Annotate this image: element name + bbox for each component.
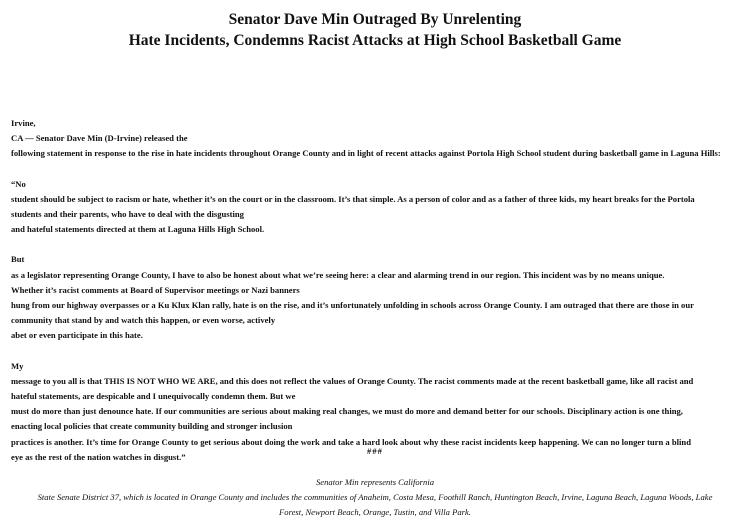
paragraph-2-line: community that stand by and watch this happen, or even worse, actively — [11, 315, 276, 326]
paragraph-3-line: message to you all is that THIS IS NOT WHO WE ARE, and this does not reflect the values of Orange County. The racist comments made at the recent basketball game, like all racist and — [11, 375, 694, 386]
paragraph-3-start: My — [11, 360, 24, 371]
paragraph-1-line: students and their parents, who have to deal with the disgusting — [11, 209, 244, 220]
paragraph-3-line: enacting local policies that create community building and stronger inclusion — [11, 421, 293, 432]
title-line-2: Hate Incidents, Condemns Racist Attacks at High School Basketball Game — [128, 32, 622, 49]
paragraph-3-line: hateful statements, are despicable and I unequivocally condemn them. But we — [11, 391, 296, 402]
dateline-line: CA — Senator Dave Min (D-Irvine) released the — [11, 133, 188, 144]
boilerplate-footer — [8, 475, 742, 520]
title-line-1: Senator Dave Min Outraged By Unrelenting — [228, 11, 522, 28]
paragraph-2-line: abet or even participate in this hate. — [11, 330, 143, 341]
paragraph-1-line: student should be subject to racism or hate, whether it’s on the court or in the classroom. It’s that simple. As a person of color and as a father of three kids, my heart breaks for the Portola — [11, 193, 695, 204]
paragraph-1-line: and hateful statements directed at them at Laguna Hills High School. — [11, 224, 265, 235]
footer-line-3: Forest, Newport Beach, Orange, Tustin, and Villa Park. — [279, 507, 471, 517]
paragraph-1-start: “No — [11, 178, 26, 189]
end-separator: ### — [367, 446, 383, 456]
footer-line-1: Senator Min represents California — [316, 477, 434, 487]
footer-line-2: State Senate District 37, which is located in Orange County and includes the communities of Anaheim, Costa Mesa, Foothill Ranch, Huntington Beach, Irvine, Laguna Beach, Laguna Woods, Lake — [37, 492, 713, 502]
press-release-title — [0, 9, 750, 51]
paragraph-3-line: must do more than just denounce hate. If our communities are serious about making real changes, we must do more and demand better for our schools. Disciplinary action is one thing, — [11, 406, 683, 417]
press-release-body — [11, 116, 742, 465]
dateline-city: Irvine, — [11, 118, 36, 128]
paragraph-2-line: Whether it’s racist comments at Board of Supervisor meetings or Nazi banners — [11, 284, 300, 295]
paragraph-3-line: eye as the rest of the nation watches in disgust.” — [11, 451, 186, 462]
paragraph-3-line: practices is another. It’s time for Orange County to get serious about doing the work and take a hard look about why these racist incidents keep happening. We can no longer turn a blind — [11, 436, 691, 447]
paragraph-2-line: as a legislator representing Orange County, I have to also be honest about what we’re seeing here: a clear and alarming trend in our region. This incident was by no means unique. — [11, 269, 665, 280]
dateline-line: following statement in response to the rise in hate incidents throughout Orange County and in light of recent attacks against Portola High School student during basketball game in Laguna Hills: — [11, 148, 721, 159]
paragraph-2-line: hung from our highway overpasses or a Ku Klux Klan rally, hate is on the rise, and it’s unfortunately unfolding in schools across Orange County. I am outraged that there are those in our — [11, 300, 694, 311]
paragraph-2-start: But — [11, 254, 25, 265]
